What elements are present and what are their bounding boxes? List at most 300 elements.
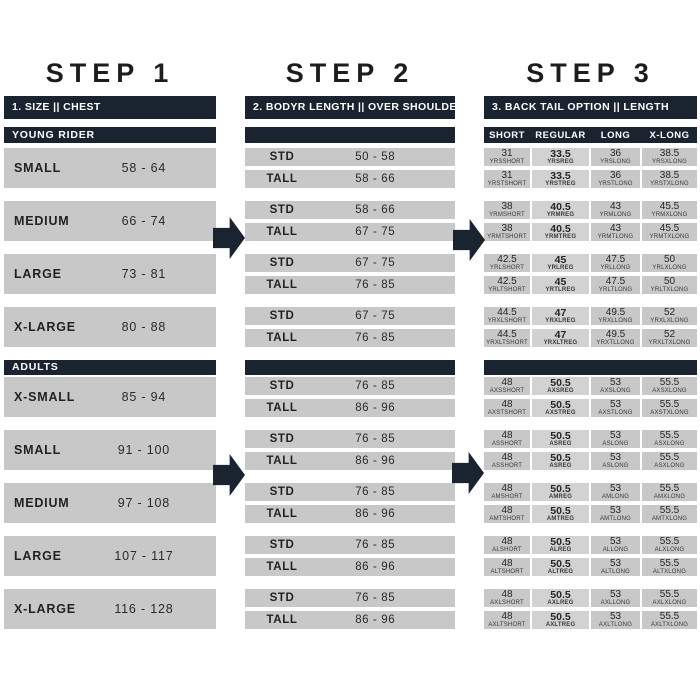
size-code: AMTSHORT (489, 515, 525, 522)
length-range: 76 - 85 (355, 433, 396, 445)
length-value: 48 (501, 557, 513, 569)
length-value: 53 (609, 398, 622, 410)
tail-length-cell (591, 307, 640, 325)
tail-length-group (484, 201, 697, 241)
size-code: ALXLONG (654, 546, 685, 553)
fit-label: STD (269, 257, 295, 269)
length-range: 76 - 85 (355, 380, 396, 392)
tail-length-cell (532, 377, 589, 395)
column-header-x-long: X-LONG (649, 129, 690, 141)
tail-length-cell (532, 307, 589, 325)
fit-label: TALL (266, 279, 298, 291)
tail-length-cell (642, 307, 697, 325)
length-value: 48 (501, 376, 513, 388)
length-value: 38 (501, 222, 513, 234)
tail-length-cell (484, 148, 530, 166)
length-value: 40.5 (550, 200, 571, 213)
tail-length-cell (484, 223, 530, 241)
fit-label: TALL (266, 614, 298, 626)
tail-length-cell (591, 558, 640, 576)
length-range: 67 - 75 (355, 310, 396, 322)
chest-range: 58 - 64 (121, 161, 167, 175)
fit-row (245, 329, 455, 347)
tail-length-cell (532, 329, 589, 347)
tail-length-cell (642, 558, 697, 576)
tail-length-cell (591, 483, 640, 501)
fit-label: TALL (266, 226, 298, 238)
size-code: ASSHORT (491, 462, 523, 469)
size-code: AXSTSHORT (487, 409, 527, 416)
size-code: YRXLTSHORT (486, 339, 528, 346)
fit-label: STD (269, 539, 295, 551)
size-row (4, 148, 216, 188)
tail-length-row (484, 170, 697, 188)
length-value: 50.5 (550, 535, 571, 548)
size-code: ALTXLONG (652, 568, 687, 575)
tail-length-cell (532, 223, 589, 241)
size-row (4, 201, 216, 241)
size-code: AXSSHORT (489, 387, 525, 394)
tail-length-cell (642, 223, 697, 241)
length-range: 76 - 85 (355, 486, 396, 498)
length-value: 31 (501, 169, 513, 181)
length-value: 50.5 (550, 451, 571, 464)
fit-row (245, 430, 455, 448)
tail-length-cell (484, 536, 530, 554)
length-value: 31 (501, 147, 513, 159)
tail-length-row (484, 377, 697, 395)
length-value: 53 (609, 429, 622, 441)
length-value: 53 (609, 610, 622, 622)
length-value: 53 (609, 557, 622, 569)
length-value: 47 (554, 306, 567, 319)
length-range: 58 - 66 (355, 204, 396, 216)
fit-pair (245, 307, 455, 347)
tail-length-group (484, 307, 697, 347)
size-row (4, 254, 216, 294)
size-row (4, 589, 216, 629)
length-range: 76 - 85 (355, 592, 396, 604)
length-range: 86 - 96 (355, 614, 396, 626)
tail-option-column-headers (484, 127, 697, 143)
tail-length-cell (532, 399, 589, 417)
length-value: 50 (663, 275, 676, 287)
size-code: AXLTSHORT (488, 621, 526, 628)
tail-length-cell (484, 170, 530, 188)
tail-length-row (484, 558, 697, 576)
tail-length-group (484, 377, 697, 417)
size-code: ALSHORT (492, 546, 522, 553)
step1-column (4, 58, 216, 642)
size-code: AMTXLONG (651, 515, 688, 522)
size-code: YRSLONG (600, 158, 631, 165)
size-code: AXLXLONG (652, 599, 687, 606)
length-range: 67 - 75 (355, 257, 396, 269)
length-value: 45.5 (659, 200, 680, 212)
length-range: 67 - 75 (355, 226, 396, 238)
length-value: 45 (554, 275, 567, 288)
size-code: ALTSHORT (490, 568, 524, 575)
fit-row (245, 452, 455, 470)
tail-length-cell (484, 399, 530, 417)
tail-length-group (484, 536, 697, 576)
size-code: AMXLONG (653, 493, 686, 500)
size-code: ASXLONG (654, 440, 685, 447)
size-row (4, 483, 216, 523)
tail-length-row (484, 148, 697, 166)
step3-column (484, 58, 697, 642)
size-code: YRXLXLONG (650, 317, 689, 324)
tail-length-cell (591, 223, 640, 241)
fit-row (245, 536, 455, 554)
fit-label: STD (269, 433, 295, 445)
column-header-regular: REGULAR (535, 129, 586, 141)
length-value: 38 (501, 200, 513, 212)
length-value: 33.5 (550, 147, 571, 160)
fit-row (245, 223, 455, 241)
fit-row (245, 483, 455, 501)
size-code: YRMLONG (599, 211, 632, 218)
fit-row (245, 148, 455, 166)
size-code: AXLREG (547, 599, 574, 606)
chest-range: 66 - 74 (121, 214, 167, 228)
length-value: 42.5 (497, 275, 517, 287)
size-code: AXSREG (547, 387, 574, 394)
tail-length-cell (591, 536, 640, 554)
tail-length-cell (642, 170, 697, 188)
size-code: AXLSHORT (490, 599, 524, 606)
section-spacer-bar (245, 360, 455, 375)
section-spacer-bar (245, 127, 455, 143)
size-code: AXSTLONG (598, 409, 633, 416)
tail-length-row (484, 399, 697, 417)
size-label: X-LARGE (14, 602, 76, 616)
fit-pair (245, 430, 455, 470)
length-value: 40.5 (550, 222, 571, 235)
tail-length-cell (591, 430, 640, 448)
length-value: 49.5 (605, 306, 626, 318)
chest-range: 73 - 81 (121, 267, 167, 281)
size-code: AMREG (548, 493, 573, 500)
size-code: ASREG (549, 440, 572, 447)
tail-length-row (484, 452, 697, 470)
tail-length-cell (484, 329, 530, 347)
size-code: YRSTXLONG (650, 180, 689, 187)
step1-title: STEP 1 (45, 58, 175, 88)
tail-length-row (484, 201, 697, 219)
length-value: 43 (609, 200, 622, 212)
length-range: 86 - 96 (355, 508, 396, 520)
tail-length-row (484, 589, 697, 607)
tail-length-cell (532, 558, 589, 576)
length-value: 53 (609, 376, 622, 388)
size-code: YRMTREG (544, 233, 577, 240)
size-code: YRMTXLONG (649, 233, 690, 240)
length-value: 47.5 (605, 253, 626, 265)
length-value: 53 (609, 588, 622, 600)
size-code: AXSTXLONG (650, 409, 689, 416)
size-code: AXLTREG (545, 621, 576, 628)
fit-pair (245, 254, 455, 294)
size-code: YRMREG (546, 211, 575, 218)
fit-pair (245, 201, 455, 241)
chest-range: 85 - 94 (121, 390, 167, 404)
step3-body (484, 127, 697, 629)
fit-row (245, 611, 455, 629)
fit-label: STD (269, 486, 295, 498)
length-value: 48 (501, 504, 513, 516)
length-value: 48 (501, 398, 513, 410)
tail-length-cell (591, 399, 640, 417)
tail-length-cell (642, 254, 697, 272)
length-value: 50.5 (550, 482, 571, 495)
size-code: YRXLTREG (543, 339, 578, 346)
fit-row (245, 377, 455, 395)
tail-length-group (484, 589, 697, 629)
fit-label: TALL (266, 402, 298, 414)
size-label: X-SMALL (14, 390, 76, 404)
size-code: AMTLONG (599, 515, 632, 522)
step2-header-bar: 2. BODYR LENGTH || OVER SHOULDER (245, 96, 455, 119)
fit-label: STD (269, 380, 295, 392)
length-value: 53 (609, 482, 622, 494)
tail-length-row (484, 254, 697, 272)
size-code: AXSTREG (545, 409, 576, 416)
size-code: YRXLTXLONG (648, 339, 691, 346)
tail-length-cell (642, 399, 697, 417)
tail-length-cell (532, 452, 589, 470)
fit-label: STD (269, 151, 295, 163)
size-code: YRLTSHORT (488, 286, 526, 293)
tail-length-row (484, 307, 697, 325)
fit-label: STD (269, 592, 295, 604)
size-code: AXLLONG (600, 599, 631, 606)
size-code: ASLONG (602, 440, 629, 447)
length-value: 52 (663, 328, 676, 340)
fit-label: TALL (266, 455, 298, 467)
length-value: 50.5 (550, 588, 571, 601)
fit-label: TALL (266, 173, 298, 185)
tail-length-cell (642, 201, 697, 219)
fit-row (245, 170, 455, 188)
length-range: 86 - 96 (355, 402, 396, 414)
size-code: YRSTREG (545, 180, 576, 187)
column-header-short: SHORT (489, 129, 525, 141)
tail-length-cell (591, 329, 640, 347)
tail-length-cell (642, 329, 697, 347)
tail-length-cell (642, 505, 697, 523)
size-label: MEDIUM (14, 496, 70, 510)
length-value: 52 (663, 306, 676, 318)
step2-column (245, 58, 465, 642)
tail-length-cell (484, 589, 530, 607)
tail-length-cell (591, 148, 640, 166)
size-label: MEDIUM (14, 214, 70, 228)
length-range: 76 - 85 (355, 539, 396, 551)
size-code: YRLLONG (600, 264, 631, 271)
size-row (4, 430, 216, 470)
length-range: 76 - 85 (355, 332, 396, 344)
length-value: 50.5 (550, 376, 571, 389)
tail-length-cell (591, 170, 640, 188)
arrow-right-icon (453, 219, 485, 261)
length-value: 44.5 (497, 328, 517, 340)
tail-length-cell (642, 536, 697, 554)
length-value: 42.5 (497, 253, 517, 265)
size-code: YRSREG (547, 158, 574, 165)
size-code: YRSTLONG (598, 180, 633, 187)
size-code: ASREG (549, 462, 572, 469)
size-label: LARGE (14, 267, 62, 281)
size-code: ASXLONG (654, 462, 685, 469)
size-code: YRLREG (547, 264, 574, 271)
fit-label: TALL (266, 332, 298, 344)
size-code: YRSTSHORT (487, 180, 527, 187)
size-label: X-LARGE (14, 320, 76, 334)
length-value: 55.5 (659, 557, 680, 569)
tail-length-cell (591, 201, 640, 219)
tail-length-cell (484, 483, 530, 501)
tail-length-cell (484, 201, 530, 219)
tail-length-cell (484, 377, 530, 395)
fit-row (245, 589, 455, 607)
fit-row (245, 558, 455, 576)
size-label: LARGE (14, 549, 62, 563)
length-range: 86 - 96 (355, 561, 396, 573)
tail-length-row (484, 536, 697, 554)
length-value: 50.5 (550, 504, 571, 517)
length-range: 50 - 58 (355, 151, 396, 163)
tail-length-cell (484, 254, 530, 272)
size-code: YRTLREG (545, 286, 576, 293)
length-value: 55.5 (659, 535, 680, 547)
length-value: 48 (501, 451, 513, 463)
tail-length-cell (532, 536, 589, 554)
length-value: 53 (609, 451, 622, 463)
tail-length-cell (591, 276, 640, 294)
section-spacer-bar (484, 360, 697, 375)
length-value: 38.5 (659, 169, 680, 181)
fit-row (245, 399, 455, 417)
fit-label: TALL (266, 508, 298, 520)
fit-row (245, 201, 455, 219)
tail-length-group (484, 254, 697, 294)
length-range: 86 - 96 (355, 455, 396, 467)
tail-length-cell (532, 505, 589, 523)
length-value: 33.5 (550, 169, 571, 182)
size-code: AXSXLONG (652, 387, 687, 394)
length-value: 55.5 (659, 451, 680, 463)
tail-length-cell (591, 589, 640, 607)
length-value: 48 (501, 482, 513, 494)
length-value: 55.5 (659, 429, 680, 441)
fit-row (245, 254, 455, 272)
tail-length-cell (532, 483, 589, 501)
tail-length-cell (642, 377, 697, 395)
size-code: YRLSHORT (489, 264, 525, 271)
step3-header-bar: 3. BACK TAIL OPTION || LENGTH (484, 96, 697, 119)
tail-length-cell (484, 430, 530, 448)
tail-length-cell (484, 452, 530, 470)
length-value: 55.5 (659, 398, 680, 410)
size-code: YRXLSHORT (487, 317, 527, 324)
tail-length-cell (532, 148, 589, 166)
tail-length-cell (642, 589, 697, 607)
length-range: 76 - 85 (355, 279, 396, 291)
size-code: ASSHORT (491, 440, 523, 447)
chest-range: 107 - 117 (114, 549, 174, 563)
tail-length-cell (591, 611, 640, 629)
step1-body (4, 127, 216, 629)
tail-length-cell (532, 611, 589, 629)
length-value: 48 (501, 535, 513, 547)
tail-length-cell (591, 505, 640, 523)
length-value: 48 (501, 429, 513, 441)
size-code: AMSHORT (491, 493, 523, 500)
fit-pair (245, 377, 455, 417)
fit-label: TALL (266, 561, 298, 573)
fit-label: STD (269, 204, 295, 216)
length-value: 47 (554, 328, 567, 341)
tail-length-cell (591, 377, 640, 395)
tail-length-cell (642, 452, 697, 470)
length-value: 55.5 (659, 376, 680, 388)
tail-length-row (484, 329, 697, 347)
arrow-right-icon (213, 454, 245, 496)
tail-length-cell (642, 483, 697, 501)
size-code: YRLTLONG (598, 286, 633, 293)
length-value: 43 (609, 222, 622, 234)
length-value: 55.5 (659, 504, 680, 516)
size-code: YRLXLONG (652, 264, 687, 271)
size-code: YRXLREG (545, 317, 576, 324)
length-value: 45.5 (659, 222, 680, 234)
size-code: ALREG (549, 546, 572, 553)
length-value: 36 (609, 169, 622, 181)
arrow-right-icon (452, 452, 484, 494)
tail-length-row (484, 430, 697, 448)
size-label: SMALL (14, 443, 62, 457)
length-value: 50.5 (550, 429, 571, 442)
size-label: SMALL (14, 161, 62, 175)
section-bar-adults: ADULTS (4, 360, 216, 375)
fit-pair (245, 589, 455, 629)
tail-length-cell (642, 611, 697, 629)
length-value: 53 (609, 535, 622, 547)
size-code: ALTLONG (601, 568, 630, 575)
step3-title: STEP 3 (526, 58, 655, 88)
length-value: 48 (501, 588, 513, 600)
fit-pair (245, 148, 455, 188)
length-range: 58 - 66 (355, 173, 396, 185)
length-value: 36 (609, 147, 622, 159)
tail-length-cell (484, 505, 530, 523)
length-value: 47.5 (605, 275, 626, 287)
tail-length-cell (591, 452, 640, 470)
size-code: AMLONG (601, 493, 630, 500)
size-code: YRMTSHORT (487, 233, 527, 240)
length-value: 53 (609, 504, 622, 516)
length-value: 45 (554, 253, 567, 266)
tail-length-row (484, 611, 697, 629)
step2-body (245, 127, 455, 629)
size-row (4, 536, 216, 576)
length-value: 55.5 (659, 610, 680, 622)
size-code: YRSXLONG (652, 158, 687, 165)
tail-length-cell (642, 148, 697, 166)
section-bar-young-rider: YOUNG RIDER (4, 127, 216, 143)
tail-length-cell (484, 307, 530, 325)
